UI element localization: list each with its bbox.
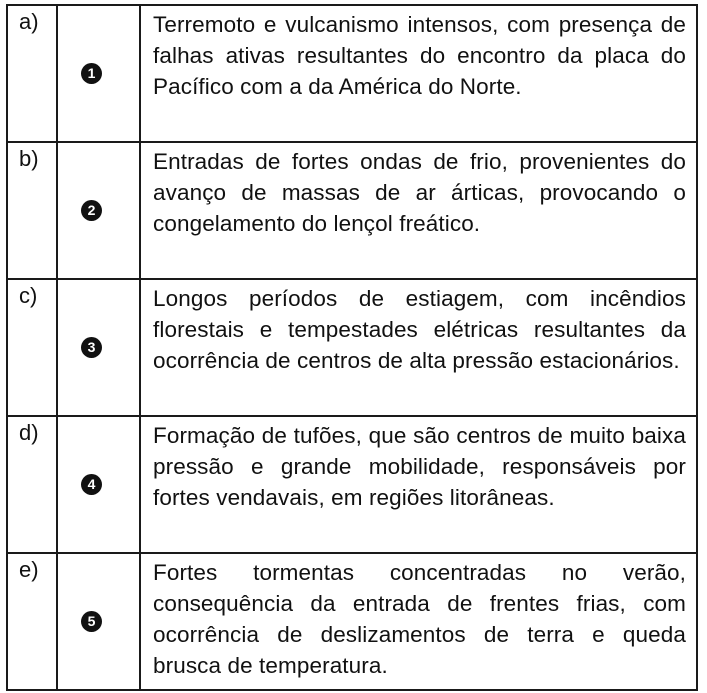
option-letter: d) — [7, 416, 57, 553]
option-description: Longos períodos de estiagem, com incêndios florestais e tempestades elétricas resultantes da ocorrência de centros de alta pressão estacionários. — [140, 279, 697, 416]
option-letter: e) — [7, 553, 57, 690]
option-row-b[interactable] — [7, 142, 697, 279]
option-row-e[interactable] — [7, 553, 697, 690]
option-description: Entradas de fortes ondas de frio, provenientes do avanço de massas de ar árticas, provocando o congelamento do lençol freático. — [140, 142, 697, 279]
option-letter: c) — [7, 279, 57, 416]
number-cell — [57, 416, 140, 553]
option-row-d[interactable] — [7, 416, 697, 553]
option-description: Fortes tormentas concentradas no verão, consequência da entrada de frentes frias, com ocorrência de deslizamentos de terra e queda brusca de temperatura. — [140, 553, 697, 690]
circled-number-1-icon: 1 — [81, 63, 102, 84]
circled-number-5-icon: 5 — [81, 611, 102, 632]
number-cell — [57, 279, 140, 416]
option-row-c[interactable] — [7, 279, 697, 416]
option-letter: b) — [7, 142, 57, 279]
number-cell — [57, 142, 140, 279]
circled-number-3-icon: 3 — [81, 337, 102, 358]
option-letter: a) — [7, 5, 57, 142]
answer-options-table — [6, 4, 698, 691]
option-description: Formação de tufões, que são centros de muito baixa pressão e grande mobilidade, responsáveis por fortes vendavais, em regiões litorâneas. — [140, 416, 697, 553]
circled-number-2-icon: 2 — [81, 200, 102, 221]
number-cell — [57, 553, 140, 690]
option-description: Terremoto e vulcanismo intensos, com presença de falhas ativas resultantes do encontro da placa do Pacífico com a da América do Norte. — [140, 5, 697, 142]
option-row-a[interactable] — [7, 5, 697, 142]
number-cell — [57, 5, 140, 142]
circled-number-4-icon: 4 — [81, 474, 102, 495]
